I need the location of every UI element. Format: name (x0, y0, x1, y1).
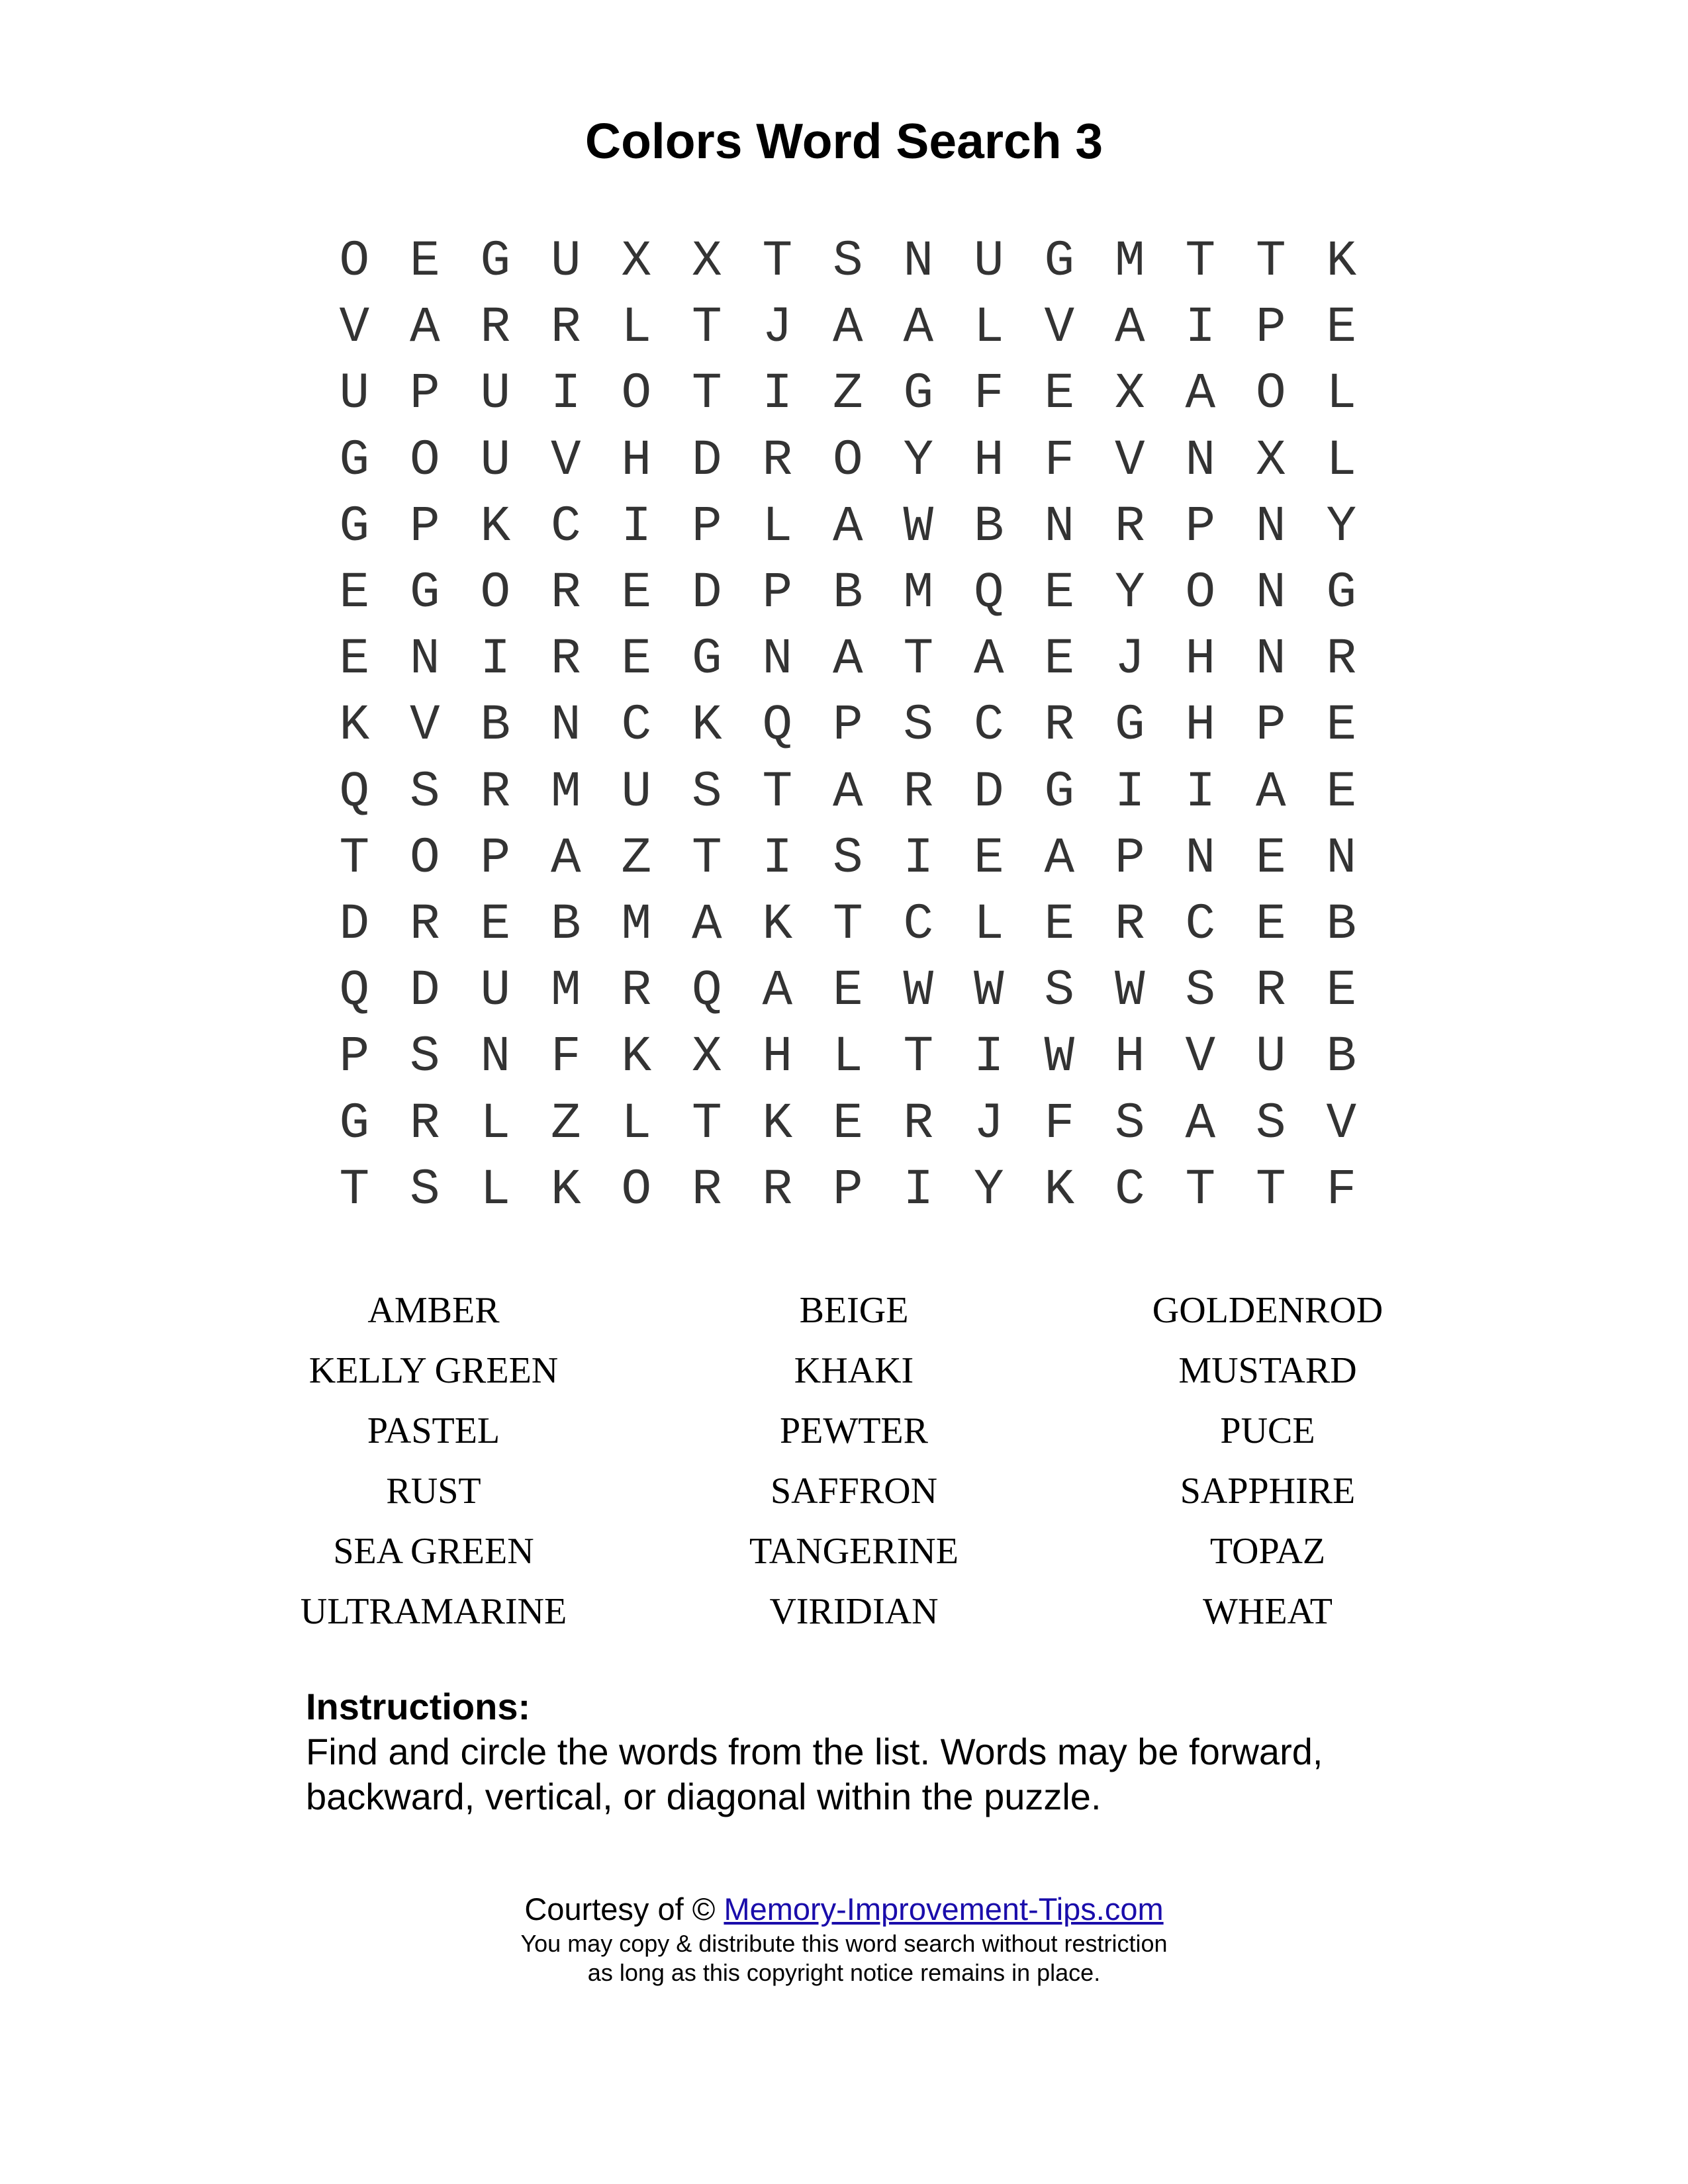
grid-letter: R (903, 763, 934, 821)
grid-letter: N (1185, 829, 1216, 887)
grid-letter: U (1255, 1028, 1286, 1086)
grid-letter: T (903, 1028, 934, 1086)
grid-letter: A (409, 299, 440, 357)
grid-letter: E (1044, 895, 1075, 953)
grid-letter: K (339, 697, 370, 754)
grid-letter: A (973, 631, 1004, 688)
grid-letter: E (1255, 895, 1286, 953)
grid-letter: V (1326, 1095, 1357, 1152)
grid-letter: A (762, 962, 793, 1020)
word-list-item: PEWTER (780, 1410, 928, 1451)
grid-letter: E (1044, 631, 1075, 688)
grid-letter: V (339, 299, 370, 357)
grid-letter: P (1255, 299, 1286, 357)
word-list-item: GOLDENROD (1152, 1290, 1383, 1331)
grid-letter: U (480, 962, 511, 1020)
word-list-item: KELLY GREEN (308, 1350, 559, 1391)
grid-letter: O (409, 432, 440, 489)
grid-letter: O (1185, 565, 1216, 622)
grid-letter: T (1255, 233, 1286, 291)
grid-letter: A (550, 829, 581, 887)
grid-letter: P (832, 1161, 863, 1218)
grid-letter: S (691, 763, 722, 821)
word-list-item: PUCE (1220, 1410, 1315, 1451)
grid-letter: G (1114, 697, 1145, 754)
courtesy-line (0, 1889, 1688, 1929)
grid-letter: P (762, 565, 793, 622)
word-list-item: PASTEL (367, 1410, 500, 1451)
grid-letter: R (1114, 895, 1145, 953)
word-list-item: MUSTARD (1178, 1350, 1357, 1391)
grid-letter: K (1326, 233, 1357, 291)
grid-letter: M (903, 565, 934, 622)
grid-letter: Y (1114, 565, 1145, 622)
word-list-item: SAFFRON (770, 1471, 938, 1512)
grid-letter: N (1185, 432, 1216, 489)
grid-letter: E (1255, 829, 1286, 887)
grid-letter: W (973, 962, 1004, 1020)
grid-letter: L (832, 1028, 863, 1086)
grid-letter: H (621, 432, 652, 489)
grid-letter: O (409, 829, 440, 887)
grid-letter: P (339, 1028, 370, 1086)
word-list-item: WHEAT (1203, 1591, 1333, 1632)
grid-letter: L (973, 895, 1004, 953)
grid-letter: Y (973, 1161, 1004, 1218)
grid-letter: E (621, 631, 652, 688)
grid-letter: O (480, 565, 511, 622)
grid-letter: A (1044, 829, 1075, 887)
grid-letter: B (480, 697, 511, 754)
grid-letter: R (1114, 498, 1145, 555)
grid-letter: N (409, 631, 440, 688)
grid-letter: F (973, 365, 1004, 423)
grid-letter: R (903, 1095, 934, 1152)
grid-letter: U (480, 365, 511, 423)
grid-letter: L (973, 299, 1004, 357)
grid-letter: R (550, 631, 581, 688)
grid-letter: A (832, 299, 863, 357)
grid-letter: T (762, 763, 793, 821)
grid-letter: W (903, 962, 934, 1020)
grid-letter: W (903, 498, 934, 555)
grid-letter: T (1255, 1161, 1286, 1218)
grid-letter: C (903, 895, 934, 953)
grid-letter: T (339, 829, 370, 887)
grid-letter: V (1044, 299, 1075, 357)
grid-letter: E (480, 895, 511, 953)
grid-letter: F (550, 1028, 581, 1086)
grid-letter: R (550, 299, 581, 357)
grid-letter: R (762, 1161, 793, 1218)
grid-letter: Z (621, 829, 652, 887)
grid-letter: X (621, 233, 652, 291)
grid-letter: R (1326, 631, 1357, 688)
grid-letter: Q (973, 565, 1004, 622)
grid-letter: I (973, 1028, 1004, 1086)
grid-letter: U (973, 233, 1004, 291)
grid-letter: P (1114, 829, 1145, 887)
grid-letter: P (691, 498, 722, 555)
grid-letter: I (903, 829, 934, 887)
grid-letter: P (832, 697, 863, 754)
grid-letter: L (1326, 432, 1357, 489)
grid-letter: R (550, 565, 581, 622)
grid-letter: M (550, 962, 581, 1020)
grid-letter: G (1326, 565, 1357, 622)
grid-letter: E (1326, 763, 1357, 821)
grid-letter: I (1114, 763, 1145, 821)
grid-letter: K (762, 1095, 793, 1152)
copyright-notice-line-1: You may copy & distribute this word search without restriction (520, 1930, 1168, 1957)
grid-letter: T (1185, 233, 1216, 291)
grid-letter: D (691, 432, 722, 489)
grid-letter: W (1114, 962, 1145, 1020)
grid-letter: R (480, 763, 511, 821)
grid-letter: M (550, 763, 581, 821)
grid-letter: J (973, 1095, 1004, 1152)
grid-letter: Q (339, 962, 370, 1020)
grid-letter: B (550, 895, 581, 953)
grid-letter: U (339, 365, 370, 423)
grid-letter: D (409, 962, 440, 1020)
courtesy-prefix: Courtesy of © (524, 1891, 724, 1927)
grid-letter: U (621, 763, 652, 821)
grid-letter: E (1326, 697, 1357, 754)
site-link[interactable]: Memory-Improvement-Tips.com (724, 1891, 1164, 1927)
grid-letter: V (1185, 1028, 1216, 1086)
grid-letter: X (691, 1028, 722, 1086)
grid-letter: T (691, 1095, 722, 1152)
grid-letter: W (1044, 1028, 1075, 1086)
grid-letter: N (762, 631, 793, 688)
grid-letter: T (339, 1161, 370, 1218)
grid-letter: H (1185, 631, 1216, 688)
grid-letter: E (621, 565, 652, 622)
grid-letter: S (409, 763, 440, 821)
grid-letter: A (1114, 299, 1145, 357)
grid-letter: S (903, 697, 934, 754)
grid-letter: K (550, 1161, 581, 1218)
grid-letter: V (550, 432, 581, 489)
grid-letter: R (621, 962, 652, 1020)
grid-letter: P (409, 498, 440, 555)
grid-letter: Y (903, 432, 934, 489)
grid-letter: U (550, 233, 581, 291)
grid-letter: N (1326, 829, 1357, 887)
grid-letter: P (480, 829, 511, 887)
grid-letter: V (409, 697, 440, 754)
grid-letter: C (1114, 1161, 1145, 1218)
grid-letter: I (480, 631, 511, 688)
grid-letter: I (621, 498, 652, 555)
word-list-item: RUST (386, 1471, 481, 1512)
grid-letter: H (1185, 697, 1216, 754)
grid-letter: I (1185, 299, 1216, 357)
grid-letter: G (409, 565, 440, 622)
grid-letter: A (832, 763, 863, 821)
grid-letter: B (832, 565, 863, 622)
grid-letter: S (1185, 962, 1216, 1020)
word-list-item: AMBER (367, 1290, 500, 1331)
grid-letter: N (1255, 565, 1286, 622)
grid-letter: O (832, 432, 863, 489)
grid-letter: F (1044, 432, 1075, 489)
grid-letter: R (480, 299, 511, 357)
grid-letter: K (762, 895, 793, 953)
grid-letter: E (1326, 299, 1357, 357)
grid-letter: N (1255, 631, 1286, 688)
footer (0, 1889, 1688, 1987)
grid-letter: K (691, 697, 722, 754)
grid-letter: B (1326, 1028, 1357, 1086)
grid-letter: A (691, 895, 722, 953)
grid-letter: E (832, 1095, 863, 1152)
grid-letter: A (1185, 1095, 1216, 1152)
grid-letter: I (762, 829, 793, 887)
grid-letter: R (691, 1161, 722, 1218)
grid-letter: T (832, 895, 863, 953)
grid-letter: O (621, 1161, 652, 1218)
grid-letter: L (480, 1161, 511, 1218)
grid-letter: P (1255, 697, 1286, 754)
grid-letter: D (339, 895, 370, 953)
grid-letter: T (1185, 1161, 1216, 1218)
grid-letter: G (339, 1095, 370, 1152)
grid-letter: U (480, 432, 511, 489)
instructions-line-1: Find and circle the words from the list. Words may be forward, (306, 1731, 1323, 1772)
grid-letter: O (621, 365, 652, 423)
grid-letter: C (973, 697, 1004, 754)
grid-letter: Q (691, 962, 722, 1020)
grid-letter: P (409, 365, 440, 423)
grid-letter: A (1255, 763, 1286, 821)
grid-letter: T (903, 631, 934, 688)
page-title: Colors Word Search 3 (585, 113, 1103, 169)
grid-letter: I (762, 365, 793, 423)
grid-letter: B (973, 498, 1004, 555)
grid-letter: N (903, 233, 934, 291)
grid-letter: L (621, 299, 652, 357)
grid-letter: T (691, 299, 722, 357)
grid-letter: S (1044, 962, 1075, 1020)
grid-letter: N (480, 1028, 511, 1086)
grid-letter: S (832, 233, 863, 291)
word-list-item: ULTRAMARINE (300, 1591, 567, 1632)
word-list (265, 1281, 1430, 1642)
grid-letter: M (621, 895, 652, 953)
word-list-item: SAPPHIRE (1180, 1471, 1356, 1512)
grid-letter: Z (550, 1095, 581, 1152)
grid-letter: D (691, 565, 722, 622)
grid-letter: E (973, 829, 1004, 887)
grid-letter: Q (762, 697, 793, 754)
instructions-heading: Instructions: (306, 1686, 531, 1727)
grid-letter: A (832, 498, 863, 555)
grid-letter: P (1185, 498, 1216, 555)
grid-letter: E (1326, 962, 1357, 1020)
grid-letter: A (1185, 365, 1216, 423)
grid-letter: N (550, 697, 581, 754)
grid-letter: F (1326, 1161, 1357, 1218)
instructions-line-2: backward, vertical, or diagonal within the puzzle. (306, 1776, 1102, 1817)
grid-letter: I (903, 1161, 934, 1218)
grid-letter: B (1326, 895, 1357, 953)
grid-letter: L (1326, 365, 1357, 423)
grid-letter: L (621, 1095, 652, 1152)
grid-letter: S (409, 1161, 440, 1218)
grid-letter: L (480, 1095, 511, 1152)
grid-letter: E (339, 631, 370, 688)
grid-letter: C (1185, 895, 1216, 953)
grid-letter: X (1114, 365, 1145, 423)
grid-letter: H (1114, 1028, 1145, 1086)
grid-letter: E (832, 962, 863, 1020)
grid-letter: G (691, 631, 722, 688)
grid-letter: T (691, 829, 722, 887)
grid-letter: Q (339, 763, 370, 821)
word-list-item: TOPAZ (1209, 1531, 1326, 1572)
grid-letter: L (762, 498, 793, 555)
grid-letter: I (1185, 763, 1216, 821)
grid-letter: A (832, 631, 863, 688)
grid-letter: G (1044, 233, 1075, 291)
grid-letter: K (480, 498, 511, 555)
grid-letter: Y (1326, 498, 1357, 555)
grid-letter: D (973, 763, 1004, 821)
grid-letter: R (1255, 962, 1286, 1020)
grid-letter: H (762, 1028, 793, 1086)
word-list-item: TANGERINE (749, 1531, 959, 1572)
grid-letter: Z (832, 365, 863, 423)
grid-letter: C (621, 697, 652, 754)
grid-letter: C (550, 498, 581, 555)
grid-letter: R (762, 432, 793, 489)
grid-letter: G (1044, 763, 1075, 821)
word-list-item: KHAKI (794, 1350, 914, 1391)
grid-letter: K (621, 1028, 652, 1086)
grid-letter: F (1044, 1095, 1075, 1152)
copyright-notice-line-2: as long as this copyright notice remains in place. (587, 1959, 1101, 1986)
grid-letter: K (1044, 1161, 1075, 1218)
grid-letter: G (903, 365, 934, 423)
grid-letter: J (762, 299, 793, 357)
grid-letter: R (409, 1095, 440, 1152)
grid-letter: O (339, 233, 370, 291)
grid-letter: X (1255, 432, 1286, 489)
grid-letter: H (973, 432, 1004, 489)
grid-letter: N (1044, 498, 1075, 555)
grid-letter: A (903, 299, 934, 357)
grid-letter: S (832, 829, 863, 887)
grid-letter: R (409, 895, 440, 953)
grid-letter: T (762, 233, 793, 291)
grid-letter: E (339, 565, 370, 622)
grid-letter: M (1114, 233, 1145, 291)
grid-letter: N (1255, 498, 1286, 555)
word-list-item: VIRIDIAN (769, 1591, 939, 1632)
grid-letter: S (1114, 1095, 1145, 1152)
grid-letter: S (409, 1028, 440, 1086)
grid-letter: G (339, 498, 370, 555)
instructions (306, 1684, 1464, 1819)
word-list-item: SEA GREEN (333, 1531, 534, 1572)
grid-letter: S (1255, 1095, 1286, 1152)
grid-letter: V (1114, 432, 1145, 489)
grid-letter: G (480, 233, 511, 291)
grid-letter: T (691, 365, 722, 423)
grid-letter: E (1044, 565, 1075, 622)
word-list-item: BEIGE (799, 1290, 909, 1331)
grid-letter: E (1044, 365, 1075, 423)
grid-letter: X (691, 233, 722, 291)
grid-letter: R (1044, 697, 1075, 754)
grid-letter: J (1114, 631, 1145, 688)
grid-letter: O (1255, 365, 1286, 423)
grid-letter: E (409, 233, 440, 291)
puzzle-grid (319, 228, 1377, 1223)
grid-letter: G (339, 432, 370, 489)
grid-letter: I (550, 365, 581, 423)
